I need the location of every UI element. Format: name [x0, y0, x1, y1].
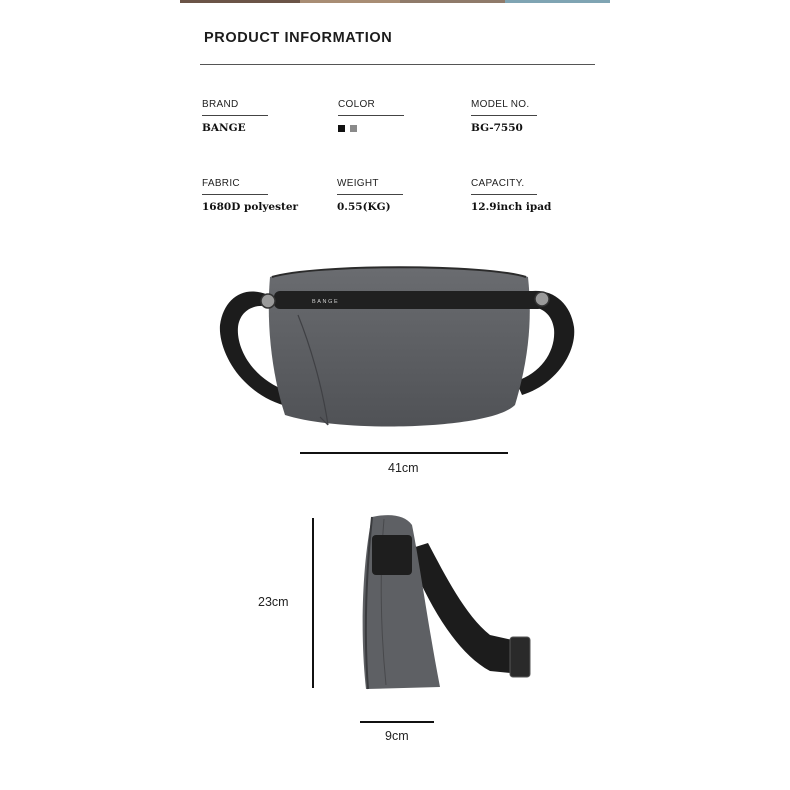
width-dimension-label: 41cm [388, 461, 419, 475]
spec-divider [337, 194, 403, 195]
spec-color [338, 99, 468, 132]
spec-model [471, 99, 601, 134]
rivet-right [535, 292, 549, 306]
spec-brand [202, 99, 332, 134]
top-photo-strip [180, 0, 610, 3]
spec-capacity-value: 12.9inch ipad [471, 201, 552, 213]
spec-capacity-label: CAPACITY. [471, 178, 525, 189]
spec-color-label: COLOR [338, 99, 376, 110]
spec-fabric [202, 178, 332, 213]
spec-divider [202, 194, 268, 195]
spec-capacity [471, 178, 601, 213]
spec-brand-value: BANGE [202, 122, 246, 134]
spec-divider [202, 115, 268, 116]
spec-model-label: MODEL NO. [471, 99, 530, 110]
bag-side-image [350, 505, 540, 695]
height-dimension-label: 23cm [258, 595, 289, 609]
depth-dimension-line [360, 721, 434, 723]
color-swatches [338, 125, 468, 132]
page-title: PRODUCT INFORMATION [204, 30, 393, 46]
spec-divider [471, 115, 537, 116]
spec-divider [338, 115, 404, 116]
depth-dimension-label: 9cm [385, 729, 409, 743]
top-buckle [372, 535, 412, 575]
side-buckle [510, 637, 530, 677]
width-dimension-line [300, 452, 508, 454]
spec-fabric-label: FABRIC [202, 178, 240, 189]
bag-front-image [210, 255, 580, 435]
spec-weight-label: WEIGHT [337, 178, 379, 189]
heading-divider [200, 64, 595, 65]
swatch-black [338, 125, 345, 132]
rivet-left [261, 294, 275, 308]
spec-weight [337, 178, 467, 213]
spec-brand-label: BRAND [202, 99, 239, 110]
height-dimension-line [312, 518, 314, 688]
spec-fabric-value: 1680D polyester [202, 201, 299, 213]
spec-divider [471, 194, 537, 195]
spec-weight-value: 0.55(KG) [337, 201, 391, 213]
swatch-gray [350, 125, 357, 132]
spec-model-value: BG-7550 [471, 122, 523, 134]
bag-logo: BANGE [312, 299, 340, 305]
